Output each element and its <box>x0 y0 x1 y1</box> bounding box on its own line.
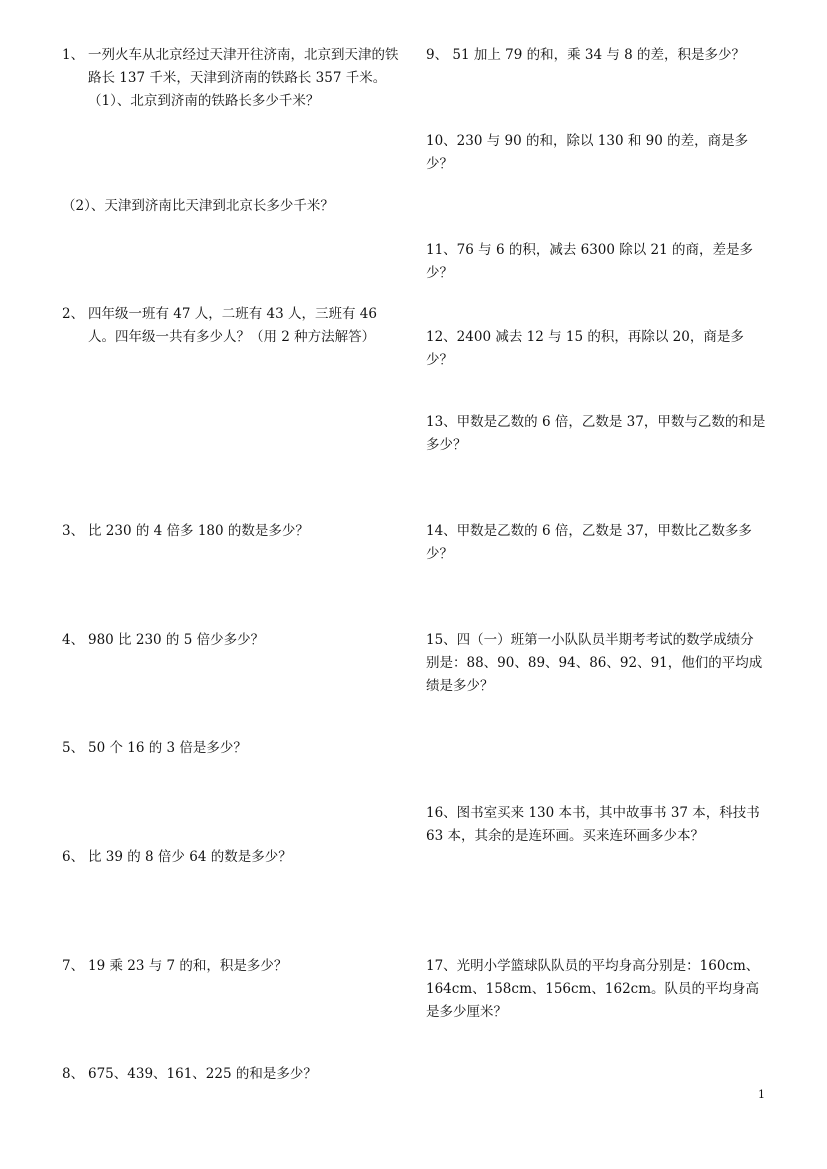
question-7 <box>62 955 400 978</box>
question-text: 四年级一班有 47 人，二班有 43 人，三班有 46 人。四年级一共有多少人？（用 2 种方法解答） <box>88 306 377 345</box>
question-8 <box>62 1063 400 1086</box>
question-text: 12、2400 减去 12 与 15 的积，再除以 20，商是多少？ <box>426 329 744 368</box>
question-text: 9、 51 加上 79 的和，乘 34 与 8 的差，积是多少？ <box>426 47 746 63</box>
question-text: 50 个 16 的 3 倍是多少？ <box>88 740 247 756</box>
question-number: 2、 <box>62 306 85 322</box>
question-number: 6、 <box>62 849 85 865</box>
page-number: 1 <box>758 1088 765 1101</box>
question-14 <box>426 520 766 566</box>
question-13 <box>426 411 766 457</box>
question-text: 比 39 的 8 倍少 64 的数是多少？ <box>88 849 292 865</box>
question-3 <box>62 520 400 543</box>
question-5 <box>62 737 400 760</box>
question-9 <box>426 44 766 67</box>
question-number: 1、 <box>62 47 85 63</box>
question-11 <box>426 239 766 285</box>
question-number: 3、 <box>62 523 85 539</box>
question-text: 16、图书室买来 130 本书，其中故事书 37 本，科技书 63 本，其余的是连环画。买来连环画多少本？ <box>426 805 760 844</box>
question-1 <box>62 44 400 113</box>
question-16 <box>426 802 766 848</box>
question-number: 7、 <box>62 958 85 974</box>
question-15 <box>426 629 766 698</box>
question-2 <box>62 303 400 349</box>
question-10 <box>426 130 766 176</box>
question-number: 8、 <box>62 1066 85 1082</box>
question-text: 675、439、161、225 的和是多少？ <box>88 1066 317 1082</box>
question-number: 5、 <box>62 740 85 756</box>
question-1-part-2 <box>62 195 400 218</box>
question-text: 13、甲数是乙数的 6 倍，乙数是 37，甲数与乙数的和是多少？ <box>426 414 766 453</box>
question-text: （2）、天津到济南比天津到北京长多少千米？ <box>62 198 334 214</box>
question-text: 10、230 与 90 的和，除以 130 和 90 的差，商是多少？ <box>426 133 749 172</box>
question-text: 15、四（一）班第一小队队员半期考考试的数学成绩分别是：88、90、89、94、86、92、91，他们的平均成绩是多少？ <box>426 632 763 694</box>
question-text: 一列火车从北京经过天津开往济南，北京到天津的铁路长 137 千米，天津到济南的铁路长 357 千米。（1）、北京到济南的铁路长多少千米？ <box>88 47 399 109</box>
question-6 <box>62 846 400 869</box>
question-text: 14、甲数是乙数的 6 倍，乙数是 37，甲数比乙数多多少？ <box>426 523 752 562</box>
question-12 <box>426 326 766 372</box>
question-17 <box>426 955 766 1024</box>
question-text: 比 230 的 4 倍多 180 的数是多少？ <box>88 523 309 539</box>
question-number: 4、 <box>62 632 85 648</box>
question-text: 17、光明小学篮球队队员的平均身高分别是：160cm、164cm、158cm、156cm、162cm。队员的平均身高是多少厘米？ <box>426 958 760 1020</box>
question-text: 980 比 230 的 5 倍少多少？ <box>88 632 265 648</box>
question-text: 11、76 与 6 的积，减去 6300 除以 21 的商，差是多少？ <box>426 242 754 281</box>
question-text: 19 乘 23 与 7 的和，积是多少？ <box>88 958 288 974</box>
question-4 <box>62 629 400 652</box>
